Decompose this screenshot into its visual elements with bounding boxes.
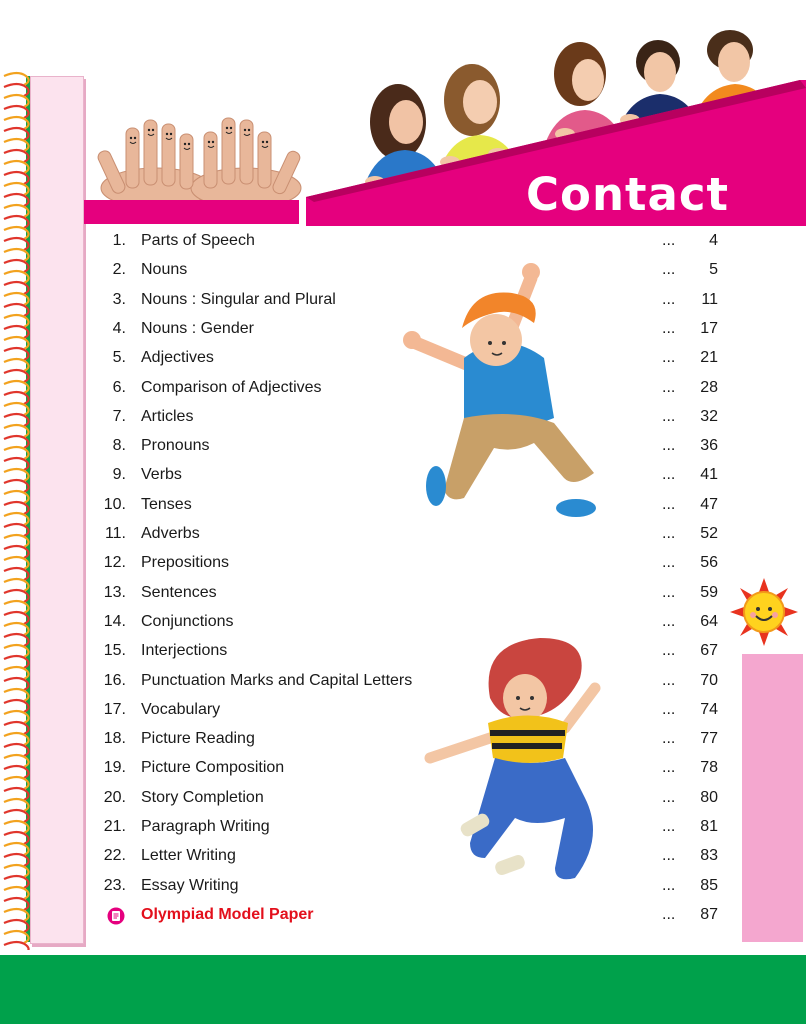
toc-title: Tenses — [141, 495, 192, 513]
toc-page-number: 80 — [700, 788, 718, 806]
toc-page-number: 36 — [700, 437, 718, 455]
toc-row[interactable] — [96, 726, 726, 755]
toc-title: Essay Writing — [141, 876, 239, 894]
toc-row[interactable] — [96, 873, 726, 902]
toc-leader: ... — [662, 759, 676, 777]
toc-title: Nouns — [141, 261, 188, 279]
toc-number: 14. — [103, 612, 126, 630]
toc-leader: ... — [662, 319, 676, 337]
toc-number: 22. — [103, 847, 126, 865]
toc-leader: ... — [662, 232, 676, 249]
toc-page-number: 21 — [700, 349, 718, 367]
toc-leader: ... — [662, 788, 676, 806]
toc-number: 17. — [103, 700, 126, 718]
toc-row[interactable] — [96, 580, 726, 609]
toc-title: Sentences — [141, 583, 217, 601]
toc-row[interactable] — [96, 433, 726, 462]
toc-title: Parts of Speech — [141, 232, 255, 249]
document-icon — [107, 907, 125, 925]
toc-leader: ... — [662, 261, 676, 279]
toc-number: 15. — [103, 642, 126, 660]
toc-leader: ... — [662, 642, 676, 660]
toc-page-number: 67 — [700, 642, 718, 660]
toc-row[interactable] — [96, 550, 726, 579]
toc-page-number: 41 — [700, 466, 718, 484]
toc-leader: ... — [662, 671, 676, 689]
toc-row[interactable] — [96, 345, 726, 374]
toc-leader: ... — [662, 437, 676, 455]
toc-number: 18. — [103, 730, 126, 748]
toc-row[interactable] — [96, 375, 726, 404]
toc-leader: ... — [662, 700, 676, 718]
toc-row[interactable] — [96, 316, 726, 345]
toc-row[interactable] — [96, 492, 726, 521]
toc-number: 3. — [112, 290, 126, 308]
toc-row[interactable] — [96, 755, 726, 784]
toc-page-number: 85 — [700, 876, 718, 894]
toc-title: Conjunctions — [141, 612, 234, 630]
toc-number: 6. — [112, 378, 126, 396]
toc-title: Adjectives — [141, 349, 214, 367]
toc-number: 19. — [103, 759, 126, 777]
toc-row[interactable] — [96, 814, 726, 843]
toc-row[interactable] — [96, 462, 726, 491]
toc-leader: ... — [662, 495, 676, 513]
page-title: Contact — [526, 168, 730, 221]
toc-title: Vocabulary — [141, 700, 221, 718]
right-pink-tab — [742, 654, 803, 942]
toc-row[interactable] — [96, 638, 726, 667]
toc-page-number: 87 — [700, 905, 718, 923]
toc-leader: ... — [662, 554, 676, 572]
toc-row[interactable] — [96, 668, 726, 697]
toc-title: Interjections — [141, 642, 228, 660]
toc-page-number: 64 — [700, 612, 718, 630]
toc-row[interactable] — [96, 404, 726, 433]
toc-title: Nouns : Gender — [141, 319, 254, 337]
toc-title: Verbs — [141, 466, 182, 484]
toc-number: 4. — [112, 319, 126, 337]
toc-title: Articles — [141, 407, 194, 425]
toc-title: Picture Composition — [141, 759, 285, 777]
bottom-green-band — [0, 955, 806, 1024]
toc-page-number: 32 — [700, 407, 718, 425]
toc-title: Paragraph Writing — [141, 818, 270, 835]
toc-row-olympiad[interactable] — [96, 902, 726, 931]
toc-page-number: 74 — [700, 700, 718, 718]
spiral-ring — [4, 942, 29, 950]
toc-number: 7. — [112, 407, 126, 425]
toc-number: 11. — [104, 525, 126, 542]
toc-number: 10. — [103, 495, 126, 513]
toc-row[interactable] — [96, 521, 726, 550]
toc-number: 16. — [103, 671, 126, 689]
banner-left-strip — [84, 200, 299, 224]
toc-page-number: 52 — [700, 525, 718, 542]
toc-leader: ... — [662, 905, 676, 923]
toc-leader: ... — [662, 612, 676, 630]
toc-title: Olympiad Model Paper — [141, 905, 314, 923]
toc-title: Picture Reading — [141, 730, 255, 748]
toc-leader: ... — [662, 525, 676, 542]
toc-number: 12. — [103, 554, 126, 572]
toc-leader: ... — [662, 730, 676, 748]
toc-page-number: 70 — [700, 671, 718, 689]
toc-page-number: 83 — [700, 847, 718, 865]
toc-number: 1. — [112, 232, 126, 249]
toc-row[interactable] — [96, 257, 726, 286]
spiral-binding-icon — [0, 70, 40, 950]
toc-page-number: 56 — [700, 554, 718, 572]
toc-leader: ... — [662, 407, 676, 425]
toc-leader: ... — [662, 378, 676, 396]
smiley-fingers-photo — [96, 110, 306, 202]
toc-title: Letter Writing — [141, 847, 236, 865]
toc-page-number: 11 — [701, 290, 718, 308]
toc-row[interactable] — [96, 785, 726, 814]
toc-row[interactable] — [96, 843, 726, 872]
toc-title: Pronouns — [141, 437, 210, 455]
toc-title: Punctuation Marks and Capital Letters — [141, 671, 413, 689]
toc-page-number: 78 — [700, 759, 718, 777]
toc-row[interactable] — [96, 287, 726, 316]
toc-page-number: 17 — [700, 319, 718, 337]
toc-number: 13. — [103, 583, 126, 601]
toc-page-number: 4 — [709, 232, 718, 249]
toc-leader: ... — [662, 349, 676, 367]
toc-title: Comparison of Adjectives — [141, 378, 322, 396]
toc-page-number: 59 — [700, 583, 718, 601]
toc-page-number: 47 — [700, 495, 718, 513]
toc-number: 5. — [112, 349, 126, 367]
toc-leader: ... — [662, 290, 676, 308]
toc-title: Story Completion — [141, 788, 264, 806]
toc-row[interactable] — [96, 609, 726, 638]
toc-row[interactable] — [96, 697, 726, 726]
toc-number: 23. — [103, 876, 126, 894]
toc-number: 20. — [103, 788, 126, 806]
toc-number: 21. — [103, 818, 126, 835]
toc-leader: ... — [662, 466, 676, 484]
toc-leader: ... — [662, 583, 676, 601]
toc-leader: ... — [662, 847, 676, 865]
toc-title: Nouns : Singular and Plural — [141, 290, 336, 308]
toc-row[interactable] — [96, 228, 726, 257]
smiling-sun-icon — [730, 578, 798, 646]
toc-title: Prepositions — [141, 554, 230, 572]
toc-number: 2. — [112, 261, 126, 279]
toc-title: Adverbs — [141, 525, 200, 542]
toc-number: 8. — [112, 437, 126, 455]
toc-page-number: 5 — [709, 261, 718, 279]
toc-page-number: 81 — [700, 818, 718, 835]
toc-page-number: 28 — [700, 378, 718, 396]
toc-leader: ... — [662, 876, 676, 894]
toc-number: 9. — [112, 466, 126, 484]
toc-leader: ... — [662, 818, 676, 835]
toc-page-number: 77 — [700, 730, 718, 748]
